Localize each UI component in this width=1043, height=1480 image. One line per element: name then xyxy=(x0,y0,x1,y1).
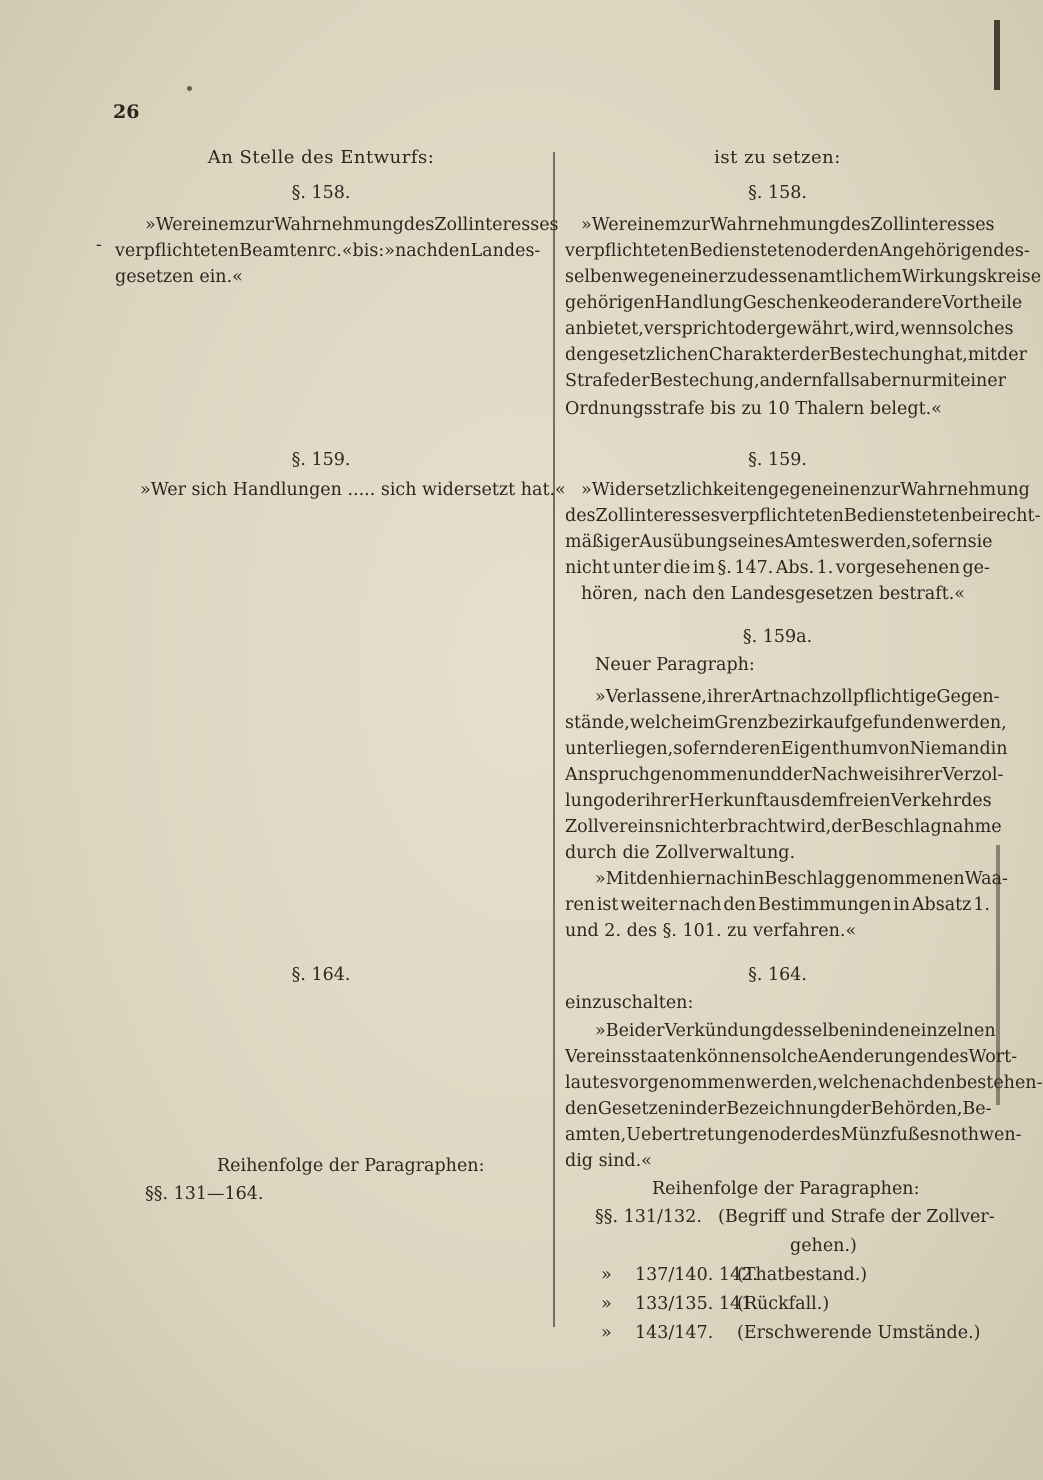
word: Zollinteresses xyxy=(870,215,995,235)
word: des xyxy=(809,1125,841,1145)
word: Art xyxy=(750,687,780,707)
left-s158-line xyxy=(145,212,559,238)
word: mäßiger xyxy=(565,532,640,552)
word: oder xyxy=(769,1125,810,1145)
word: Charakter xyxy=(708,345,800,365)
right-s159-line xyxy=(565,555,990,581)
word: Wirkungskreise xyxy=(901,267,1042,287)
word: nach xyxy=(678,895,722,915)
word: wird, xyxy=(854,319,901,339)
word: »Mit xyxy=(595,869,637,889)
word: Zollinteresses xyxy=(434,215,559,235)
word: 1. xyxy=(973,895,990,915)
order-ditto-mark: » xyxy=(601,1294,612,1314)
right-s159a-line xyxy=(565,814,1002,840)
word: Geschenke xyxy=(742,293,840,313)
word: Wahrnehmung xyxy=(710,215,840,235)
word: Beschlag xyxy=(764,869,845,889)
word: können xyxy=(696,1047,762,1067)
right-s159a-line xyxy=(565,892,990,918)
word: oder xyxy=(805,241,847,261)
word: der xyxy=(781,765,812,785)
right-s158-line xyxy=(565,238,1030,264)
word: »Wer xyxy=(145,215,191,235)
word: Bestimmungen xyxy=(758,895,892,915)
word: nicht xyxy=(663,817,709,837)
order-description: (Begriff und Strafe der Zollver- xyxy=(718,1207,995,1227)
right-s159-last-line: hören, nach den Landesgesetzen bestraft.« xyxy=(581,584,966,604)
right-s164-line xyxy=(565,1122,1022,1148)
right-s159a-line xyxy=(565,762,1004,788)
page-edge-top xyxy=(994,20,1000,90)
word: nach xyxy=(880,1073,923,1093)
word: den xyxy=(565,1099,598,1119)
word: werden, xyxy=(934,713,1007,733)
right-s158-line xyxy=(581,212,995,238)
right-s158-last-line: Ordnungsstrafe bis zu 10 Thalern belegt.« xyxy=(565,399,942,419)
word: Bezeichnung xyxy=(726,1099,841,1119)
word: verpflichteten xyxy=(115,241,240,261)
word: Vortheile xyxy=(942,293,1023,313)
word: Eigenthum xyxy=(780,739,879,759)
word: Gegen- xyxy=(936,687,1000,707)
word: den xyxy=(723,895,757,915)
right-s158-line xyxy=(565,264,1042,290)
word: wenn xyxy=(900,319,948,339)
word: unter xyxy=(612,558,661,578)
right-s159a-last-line: durch die Zollverwaltung. xyxy=(565,843,796,863)
order-paragraphs: §§. 131/132. xyxy=(595,1207,702,1227)
word: verspricht xyxy=(643,319,735,339)
word: Gesetzen xyxy=(597,1099,680,1119)
word: Landes- xyxy=(470,241,541,261)
right-s159a-line xyxy=(595,866,1008,892)
word: Wahrnehmung xyxy=(274,215,404,235)
word: zur xyxy=(871,480,901,500)
word: Beamten xyxy=(239,241,319,261)
word: Zollvereins xyxy=(565,817,664,837)
word: nothwen- xyxy=(938,1125,1022,1145)
word: Ausübung xyxy=(639,532,729,552)
word: einer xyxy=(680,267,727,287)
order-description: gehen.) xyxy=(790,1236,857,1256)
word: »Verlassene, xyxy=(595,687,707,707)
word: ihrer xyxy=(898,765,943,785)
word: Anspruch xyxy=(565,765,650,785)
word: der xyxy=(634,1021,665,1041)
word: Behörden, xyxy=(870,1099,963,1119)
word: amten, xyxy=(565,1125,627,1145)
word: amtlichem xyxy=(808,267,902,287)
word: zur xyxy=(245,215,275,235)
word: ge- xyxy=(962,558,990,578)
right-header: ist zu setzen: xyxy=(714,147,841,168)
word: gehörigen xyxy=(565,293,656,313)
word: wegen xyxy=(622,267,681,287)
right-s159a-heading: §. 159a. xyxy=(742,627,813,647)
word: Waa- xyxy=(964,869,1008,889)
right-s164-line xyxy=(565,1096,990,1122)
word: des xyxy=(839,215,871,235)
word: in xyxy=(679,1099,697,1119)
margin-dash: - xyxy=(96,235,102,255)
word: dessen xyxy=(747,267,809,287)
word: »nach xyxy=(384,241,438,261)
word: der xyxy=(619,371,650,391)
word: 147. xyxy=(734,558,774,578)
word: ist xyxy=(596,895,619,915)
word: und xyxy=(748,765,782,785)
word: Be- xyxy=(962,1099,992,1119)
word: Amtes xyxy=(783,532,840,552)
word: einen xyxy=(822,480,872,500)
word: freien xyxy=(838,791,891,811)
word: verpflichteten xyxy=(565,241,690,261)
word: genommenen xyxy=(844,869,965,889)
word: nicht xyxy=(565,558,610,578)
left-s158-heading: §. 158. xyxy=(291,183,351,203)
ink-speck xyxy=(187,86,192,91)
word: §. xyxy=(717,558,732,578)
left-s158-line xyxy=(115,238,541,264)
word: lung xyxy=(565,791,605,811)
right-s159a-line xyxy=(565,736,1008,762)
word: werden, xyxy=(745,1073,818,1093)
word: genommen xyxy=(649,765,748,785)
word: bestehen- xyxy=(955,1073,1043,1093)
word: im xyxy=(692,558,716,578)
word: Verkehr xyxy=(890,791,962,811)
word: welche xyxy=(629,713,693,733)
word: recht- xyxy=(987,506,1041,526)
right-s159-line xyxy=(581,477,1030,503)
left-s158-last-line: gesetzen ein.« xyxy=(115,267,243,287)
word: einem xyxy=(191,215,246,235)
word: in xyxy=(747,869,765,889)
word: Bestechung xyxy=(829,345,934,365)
word: desselben xyxy=(772,1021,861,1041)
word: »Wer xyxy=(581,215,627,235)
order-paragraphs: 137/140. 142. xyxy=(635,1265,758,1285)
order-ditto-mark: » xyxy=(601,1265,612,1285)
word: Uebertretungen xyxy=(626,1125,770,1145)
word: in xyxy=(860,1021,878,1041)
word: Nachweis xyxy=(811,765,899,785)
word: ihrer xyxy=(644,791,689,811)
right-s164-line xyxy=(565,1044,1018,1070)
word: gewährt, xyxy=(775,319,855,339)
word: andernfalls xyxy=(759,371,860,391)
word: den xyxy=(922,1073,956,1093)
word: gesetzlichen xyxy=(597,345,709,365)
right-s159a-line xyxy=(565,788,990,814)
word: oder xyxy=(604,791,645,811)
word: rc.« xyxy=(318,241,353,261)
word: anbietet, xyxy=(565,319,644,339)
right-s159-heading: §. 159. xyxy=(748,450,807,470)
word: des- xyxy=(993,241,1030,261)
word: vorgenommen xyxy=(618,1073,746,1093)
right-s158-line xyxy=(565,342,1027,368)
word: des xyxy=(937,1047,969,1067)
word: welche xyxy=(817,1073,881,1093)
right-s158-heading: §. 158. xyxy=(748,183,807,203)
right-s159a-intro: Neuer Paragraph: xyxy=(595,655,755,675)
word: weiter xyxy=(620,895,677,915)
word: verpflichteten xyxy=(719,506,844,526)
word: Angehörigen xyxy=(879,241,994,261)
word: des xyxy=(403,215,435,235)
right-s164-last-line: dig sind.« xyxy=(565,1151,652,1171)
word: des xyxy=(565,506,596,526)
word: ren xyxy=(565,895,595,915)
right-order-heading: Reihenfolge der Paragraphen: xyxy=(652,1179,920,1199)
word: Herkunft xyxy=(688,791,770,811)
word: unterliegen, xyxy=(565,739,674,759)
word: hiernach xyxy=(669,869,748,889)
word: mit xyxy=(967,345,998,365)
word: der xyxy=(696,1099,727,1119)
word: Münzfußes xyxy=(840,1125,939,1145)
word: deren xyxy=(729,739,781,759)
word: lautes xyxy=(565,1073,619,1093)
word: ihrer xyxy=(707,687,751,707)
order-description: (Erschwerende Umstände.) xyxy=(737,1323,981,1343)
word: oder xyxy=(839,293,881,313)
word: der xyxy=(840,1099,871,1119)
order-paragraphs: 143/147. xyxy=(635,1323,714,1343)
left-header: An Stelle des Entwurfs: xyxy=(207,147,435,168)
word: der xyxy=(997,345,1027,365)
left-order-range: §§. 131—164. xyxy=(145,1184,264,1204)
word: zur xyxy=(681,215,711,235)
left-s164-heading: §. 164. xyxy=(291,965,351,985)
word: von xyxy=(878,739,910,759)
word: Niemand xyxy=(909,739,991,759)
word: Handlung xyxy=(655,293,743,313)
word: den xyxy=(877,1021,911,1041)
word: Vereinsstaaten xyxy=(565,1047,697,1067)
word: sofern xyxy=(911,532,968,552)
word: einer xyxy=(960,371,1007,391)
right-s164-line xyxy=(565,1070,1043,1096)
column-divider xyxy=(553,152,555,1327)
word: Absatz xyxy=(911,895,972,915)
word: zu xyxy=(726,267,748,287)
right-s159-line xyxy=(565,503,1041,529)
right-s164-heading: §. 164. xyxy=(748,965,807,985)
word: vorgesehenen xyxy=(835,558,960,578)
word: stände, xyxy=(565,713,630,733)
order-description: (Thatbestand.) xyxy=(737,1265,868,1285)
right-s164-line xyxy=(595,1018,996,1044)
word: hat, xyxy=(933,345,968,365)
word: der xyxy=(799,345,830,365)
word: aber xyxy=(859,371,900,391)
word: in xyxy=(893,895,911,915)
word: wird, xyxy=(785,817,832,837)
word: sie xyxy=(967,532,993,552)
right-s158-line xyxy=(565,290,1023,316)
word: erbracht xyxy=(708,817,786,837)
word: solche xyxy=(761,1047,819,1067)
word: Bediensteten xyxy=(843,506,961,526)
word: der xyxy=(831,817,862,837)
order-ditto-mark: » xyxy=(601,1323,612,1343)
word: selben xyxy=(565,267,623,287)
right-s159-line xyxy=(565,529,993,555)
word: seines xyxy=(728,532,784,552)
word: die xyxy=(663,558,691,578)
word: des xyxy=(961,791,992,811)
left-order-heading: Reihenfolge der Paragraphen: xyxy=(217,1156,485,1176)
word: »Widersetzlichkeiten xyxy=(581,480,768,500)
word: bei xyxy=(960,506,988,526)
word: den xyxy=(636,869,670,889)
word: solches xyxy=(948,319,1014,339)
word: aufgefunden xyxy=(822,713,935,733)
word: Aenderungen xyxy=(818,1047,938,1067)
word: nur xyxy=(899,371,931,391)
order-description: (Rückfall.) xyxy=(737,1294,830,1314)
right-s164-intro: einzuschalten: xyxy=(565,993,694,1013)
left-s159-line: »Wer sich Handlungen ..... sich widersetzt hat.« xyxy=(140,480,566,500)
word: einem xyxy=(627,215,682,235)
word: »Bei xyxy=(595,1021,635,1041)
word: gegen xyxy=(767,480,823,500)
word: Verkündung xyxy=(664,1021,773,1041)
word: Bediensteten xyxy=(689,241,806,261)
page-number: 26 xyxy=(113,101,140,123)
word: Wort- xyxy=(968,1047,1018,1067)
word: zollpflichtige xyxy=(821,687,937,707)
word: Grenzbezirk xyxy=(714,713,823,733)
word: den xyxy=(437,241,471,261)
word: oder xyxy=(734,319,776,339)
right-s159a-line xyxy=(595,684,1000,710)
word: den xyxy=(846,241,880,261)
word: den xyxy=(565,345,598,365)
right-s158-line xyxy=(565,368,1007,394)
word: Beschlagnahme xyxy=(861,817,1002,837)
word: Verzol- xyxy=(942,765,1004,785)
word: einzelnen xyxy=(910,1021,996,1041)
word: Zollinteresses xyxy=(595,506,720,526)
order-paragraphs: 133/135. 141. xyxy=(635,1294,758,1314)
word: dem xyxy=(800,791,839,811)
right-s159a-last-line-2: und 2. des §. 101. zu verfahren.« xyxy=(565,921,857,941)
word: andere xyxy=(880,293,943,313)
word: nach xyxy=(779,687,822,707)
right-s159a-line xyxy=(565,710,1007,736)
left-s159-heading: §. 159. xyxy=(291,450,351,470)
word: aus xyxy=(769,791,801,811)
word: sofern xyxy=(673,739,730,759)
word: bis: xyxy=(352,241,385,261)
word: Wahrnehmung xyxy=(900,480,1030,500)
right-s158-line xyxy=(565,316,1014,342)
word: 1. xyxy=(816,558,834,578)
word: Bestechung, xyxy=(649,371,760,391)
word: Abs. xyxy=(775,558,815,578)
word: werden, xyxy=(839,532,912,552)
word: mit xyxy=(930,371,961,391)
word: in xyxy=(990,739,1008,759)
word: Strafe xyxy=(565,371,620,391)
word: im xyxy=(692,713,715,733)
